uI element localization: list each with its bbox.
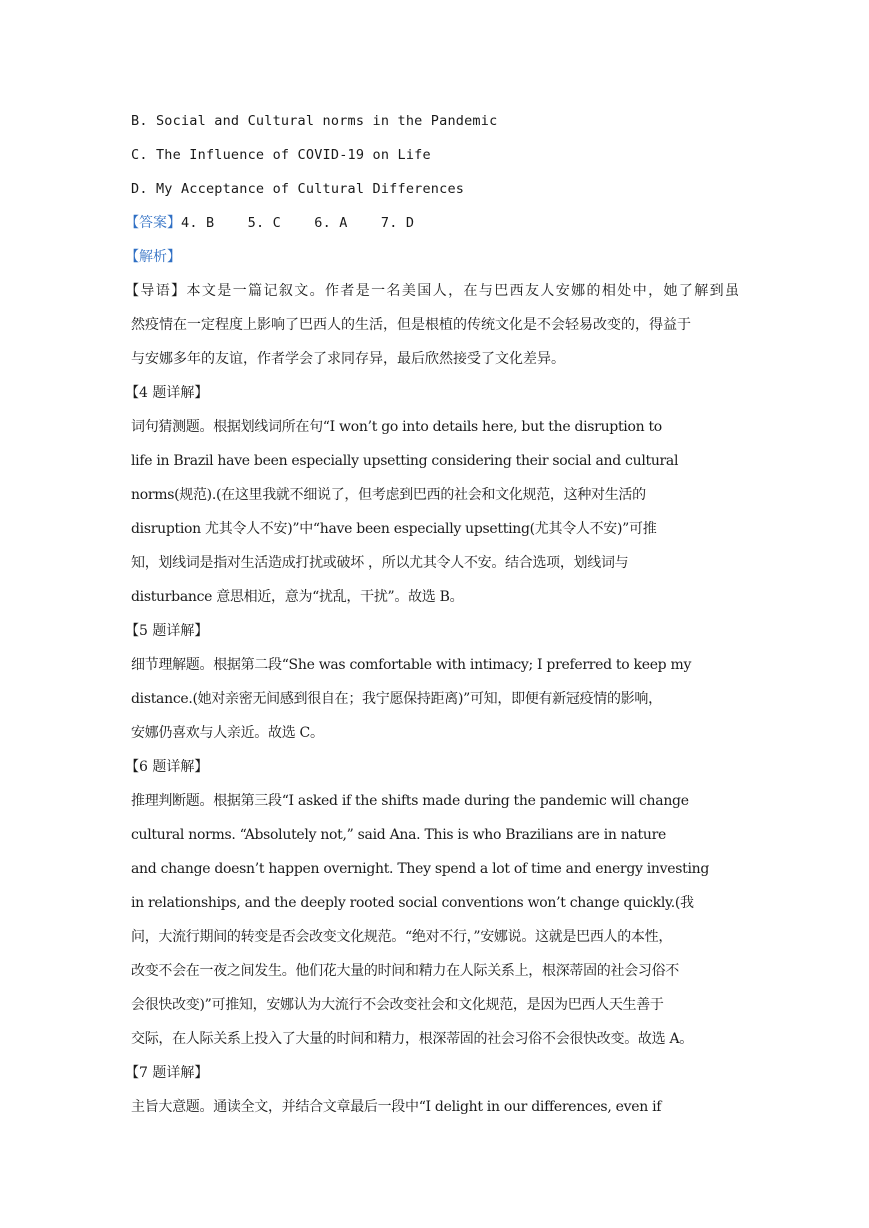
answer-label: 【答案】	[125, 215, 181, 231]
option-d: D. My Acceptance of Cultural Differences	[131, 181, 465, 197]
option-c: C. The Influence of COVID-19 on Life	[131, 147, 431, 163]
q6-line: cultural norms. “Absolutely not,” said Ana. This is who Brazilians are in nature	[131, 827, 666, 843]
q5-line: distance.(她对亲密无间感到很自在；我宁愿保持距离)”可知，即便有新冠疫情的影响，	[131, 691, 662, 707]
intro-line: 然疫情在一定程度上影响了巴西人的生活，但是根植的传统文化是不会轻易改变的，得益于	[131, 317, 691, 333]
answer-values: 4. B 5. C 6. A 7. D	[181, 215, 415, 231]
document-page	[125, 104, 739, 1124]
q4-header: 【4 题详解】	[125, 385, 209, 401]
q4-line: norms(规范).(在这里我就不细说了，但考虑到巴西的社会和文化规范，这种对生活的	[131, 487, 646, 503]
q4-line: disruption 尤其令人不安)”中“have been especially upsetting(尤其令人不安)”可推	[131, 521, 657, 537]
q5-line: 细节理解题。根据第二段“She was comfortable with intimacy; I preferred to keep my	[131, 657, 692, 673]
q6-header: 【6 题详解】	[125, 759, 209, 775]
option-b: B. Social and Cultural norms in the Pandemic	[131, 113, 498, 129]
q5-line: 安娜仍喜欢与人亲近。故选 C。	[131, 725, 324, 741]
intro-line: 与安娜多年的友谊，作者学会了求同存异，最后欣然接受了文化差异。	[131, 351, 565, 367]
intro-line: 【导语】本文是一篇记叙文。作者是一名美国人，在与巴西友人安娜的相处中，她了解到虽	[125, 283, 739, 299]
q5-header: 【5 题详解】	[125, 623, 209, 639]
analysis-label: 【解析】	[125, 249, 181, 265]
q6-line: 推理判断题。根据第三段“I asked if the shifts made during the pandemic will change	[131, 793, 689, 809]
q4-line: 词句猜测题。根据划线词所在句“I won’t go into details here, but the disruption to	[131, 419, 662, 435]
q7-line: 主旨大意题。通读全文，并结合文章最后一段中“I delight in our differences, even if	[131, 1099, 662, 1115]
q6-line: 改变不会在一夜之间发生。他们花大量的时间和精力在人际关系上，根深蒂固的社会习俗不	[131, 963, 679, 979]
q6-line: 交际，在人际关系上投入了大量的时间和精力，根深蒂固的社会习俗不会很快改变。故选 A。	[131, 1031, 693, 1047]
q6-line: 会很快改变)”可推知，安娜认为大流行不会改变社会和文化规范，是因为巴西人天生善于	[131, 997, 664, 1013]
q6-line: and change doesn’t happen overnight. They spend a lot of time and energy investing	[131, 861, 709, 877]
q4-line: 知，划线词是指对生活造成打扰或破坏 ，所以尤其令人不安。结合选项，划线词与	[131, 555, 629, 571]
q4-line: life in Brazil have been especially upsetting considering their social and cultural	[131, 453, 679, 469]
q6-line: in relationships, and the deeply rooted social conventions won’t change quickly.(我	[131, 895, 694, 911]
q6-line: 问，大流行期间的转变是否会改变文化规范。“绝对不行，”安娜说。这就是巴西人的本性，	[131, 929, 673, 945]
answer-line	[125, 206, 739, 240]
q4-line: disturbance 意思相近，意为“扰乱，干扰”。故选 B。	[131, 589, 464, 605]
q7-header: 【7 题详解】	[125, 1065, 209, 1081]
